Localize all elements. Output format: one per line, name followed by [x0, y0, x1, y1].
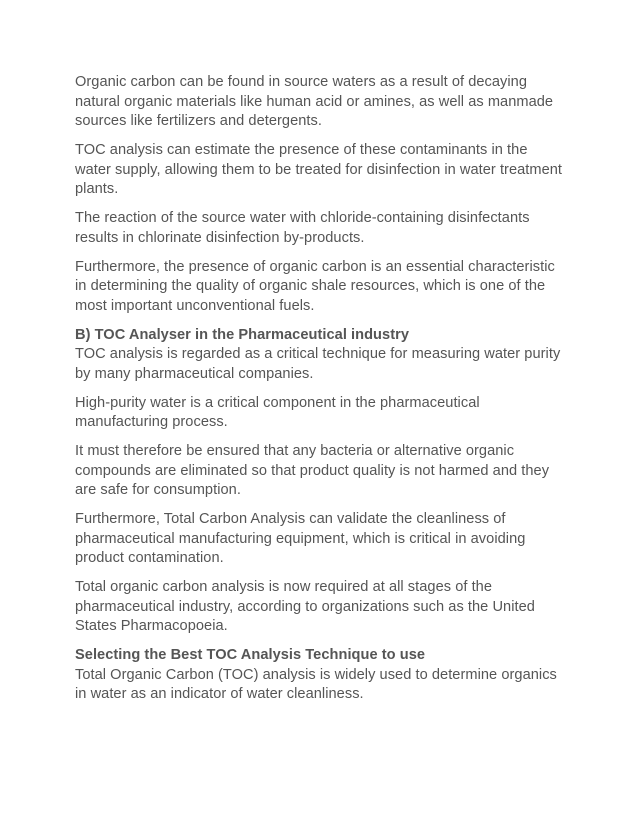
section-heading-selecting-technique: Selecting the Best TOC Analysis Technique to use [75, 647, 426, 663]
document-page [75, 73, 565, 714]
paragraph-organic-carbon-sources: Organic carbon can be found in source waters as a result of decaying natural organic materials like human acid or amines, as well as manmade sources like fertilizers and detergents. [75, 74, 554, 129]
paragraph-water-purity: TOC analysis is regarded as a critical technique for measuring water purity by many pharmaceutical companies. [75, 346, 561, 382]
paragraph-shale-resources: Furthermore, the presence of organic carbon is an essential characteristic in determining the quality of organic shale resources, which is one of the most important unconventional fuels. [75, 258, 555, 314]
paragraph-bacteria-eliminated: It must therefore be ensured that any bacteria or alternative organic compounds are eliminated so that product quality is not harmed and they are safe for consumption. [75, 443, 550, 498]
section-heading-pharmaceutical: B) TOC Analyser in the Pharmaceutical industry [75, 326, 409, 343]
paragraph-usp-requirement: Total organic carbon analysis is now required at all stages of the pharmaceutical industry, according to organizations such as the United States Pharmacopoeia. [75, 579, 535, 634]
paragraph-toc-estimate: TOC analysis can estimate the presence of these contaminants in the water supply, allowing them to be treated for disinfection in water treatment plants. [75, 142, 563, 197]
paragraph-toc-indicator: Total Organic Carbon (TOC) analysis is widely used to determine organics in water as an indicator of water cleanliness. [75, 666, 557, 702]
paragraph-equipment-cleanliness: Furthermore, Total Carbon Analysis can validate the cleanliness of pharmaceutical manufacturing equipment, which is critical in avoiding product contamination. [75, 511, 526, 566]
paragraph-high-purity-water: High-purity water is a critical component in the pharmaceutical manufacturing process. [75, 394, 480, 430]
paragraph-disinfection-byproducts: The reaction of the source water with chloride-containing disinfectants results in chlorinate disinfection by-products. [75, 210, 530, 246]
